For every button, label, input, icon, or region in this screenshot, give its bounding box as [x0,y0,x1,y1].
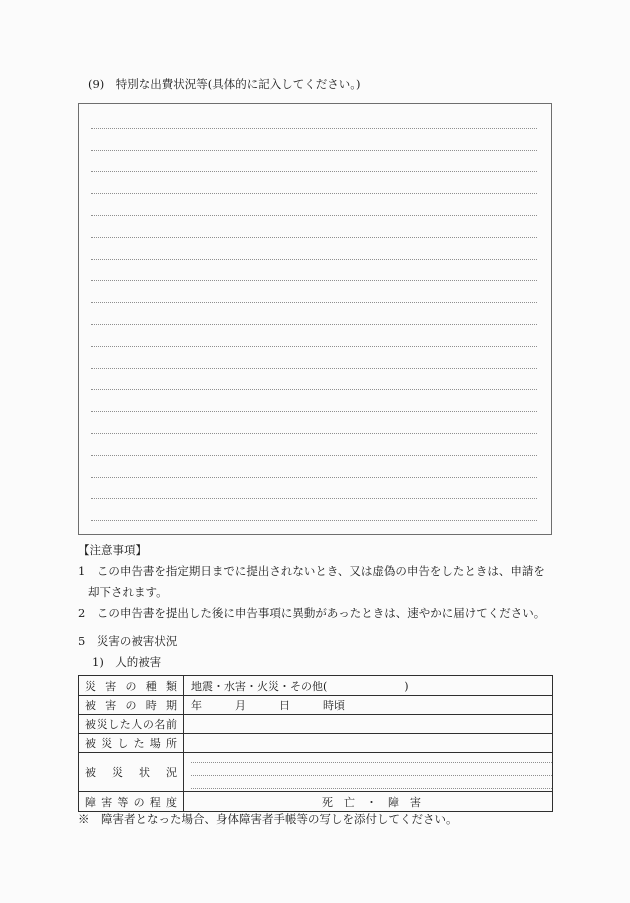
memo-write-line[interactable] [91,194,537,216]
table-row-disaster-type [79,676,553,696]
attachment-footnote: ※ 障害者となった場合、身体障害者手帳等の写しを添付してください。 [78,812,458,826]
table-row-victim-name [79,715,553,734]
table-row-damage-date [79,696,553,715]
damage-situation-label: 被 災 状 況 [79,753,184,792]
memo-write-line[interactable] [91,325,537,347]
memo-write-line[interactable] [91,151,537,173]
memo-write-line[interactable] [91,434,537,456]
notice-line-1-continued: 却下されます。 [88,585,168,599]
situation-write-line[interactable] [191,776,552,789]
memo-write-line[interactable] [91,303,537,325]
section5-heading: 5 災害の被害状況 [78,634,178,648]
victim-name-label: 被災した人の名前 [79,715,184,734]
situation-write-line[interactable] [191,756,552,763]
memo-box[interactable] [78,103,552,535]
memo-write-line[interactable] [91,107,537,129]
personal-damage-table [78,675,553,812]
memo-write-line[interactable] [91,412,537,434]
memo-write-line[interactable] [91,347,537,369]
table-row-damage-situation [79,753,553,792]
notice-line-2: 2 この申告書を提出した後に申告事項に異動があったときは、速やかに届けてください。 [78,606,546,620]
memo-write-line[interactable] [91,260,537,282]
situation-write-line[interactable] [191,763,552,776]
victim-name-value[interactable] [184,715,553,734]
notice-title: 【注意事項】 [78,543,147,557]
table-row-disability-level [79,792,553,812]
section9-heading: (9) 特別な出費状況等(具体的に記入してください。) [88,77,361,91]
memo-write-line[interactable] [91,456,537,478]
damage-situation-value[interactable] [184,753,553,792]
memo-write-line[interactable] [91,238,537,260]
memo-write-line[interactable] [91,216,537,238]
disaster-type-value[interactable]: 地震・水害・火災・その他( ) [184,676,553,696]
memo-write-line[interactable] [91,369,537,391]
notice-line-1: 1 この申告書を指定期日までに提出されないとき、又は虚偽の申告をしたときは、申請を [78,564,545,578]
memo-write-line[interactable] [91,129,537,151]
section5-subheading: 1) 人的被害 [92,655,162,669]
disability-level-label: 障 害 等 の 程 度 [79,792,184,812]
memo-write-line[interactable] [91,478,537,500]
notice-section [78,540,554,624]
disaster-type-label: 災 害 の 種 類 [79,676,184,696]
damage-date-label: 被 害 の 時 期 [79,696,184,715]
memo-write-line[interactable] [91,499,537,521]
table-row-damage-place [79,734,553,753]
section5-headings [78,631,177,673]
memo-write-line[interactable] [91,172,537,194]
memo-write-line[interactable] [91,390,537,412]
damage-date-value[interactable]: 年 月 日 時頃 [184,696,553,715]
memo-write-line[interactable] [91,281,537,303]
disability-level-value[interactable]: 死 亡 ・ 障 害 [184,792,553,812]
damage-place-label: 被 災 し た 場 所 [79,734,184,753]
damage-place-value[interactable] [184,734,553,753]
